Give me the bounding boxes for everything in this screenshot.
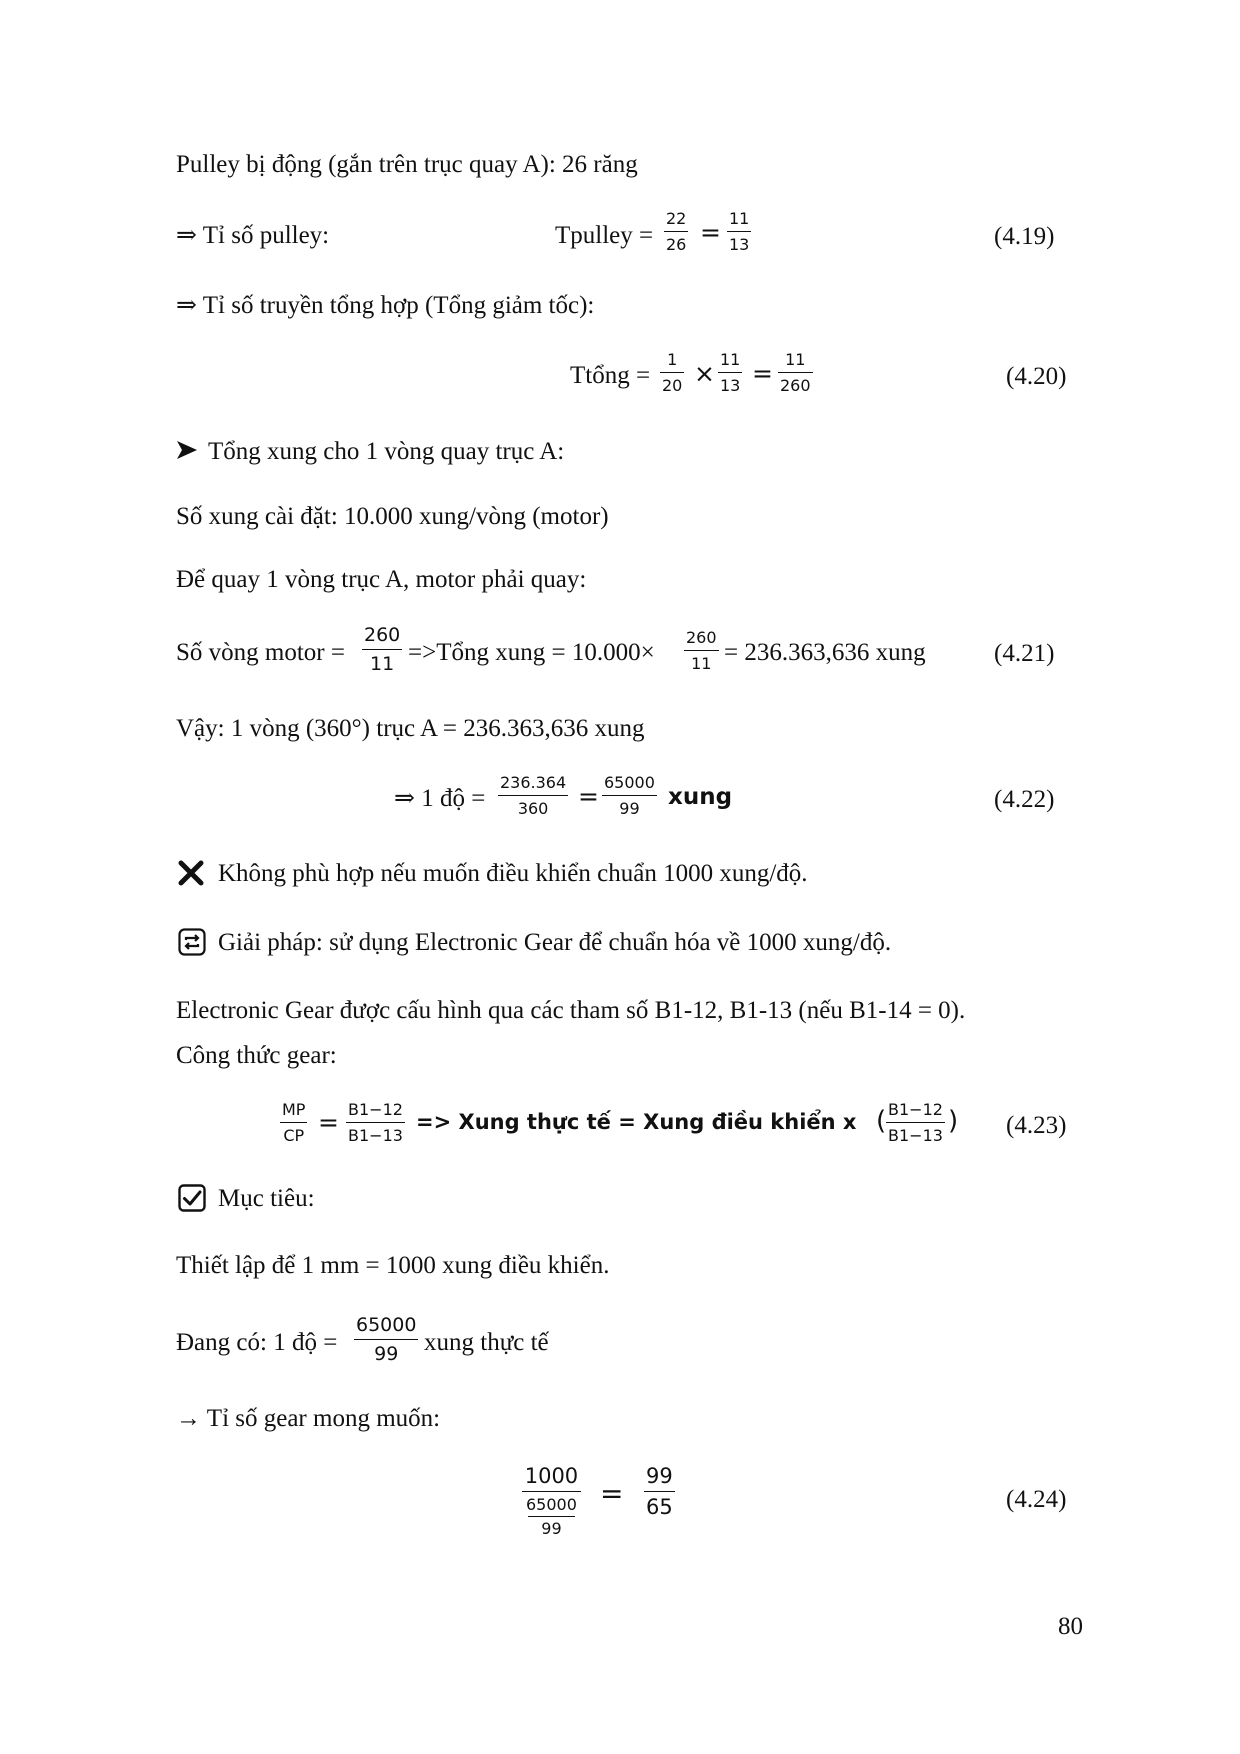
eq423-middle: => Xung thực tế = Xung điều khiển x: [416, 1110, 857, 1134]
cross-mark-icon: [178, 860, 204, 886]
eq421-lhs: Số vòng motor =: [176, 639, 345, 666]
eq-current-lhs: Đang có: 1 độ =: [176, 1329, 338, 1356]
eq424-r-den: 65: [646, 1495, 673, 1519]
eq424-equals: =: [600, 1477, 624, 1510]
eq422-equals: =: [578, 782, 599, 811]
eq423-f1-den: CP: [283, 1126, 305, 1145]
eq420-fraction-2: [718, 352, 742, 394]
eq423-equals: =: [318, 1108, 339, 1137]
eq419-number: (4.19): [994, 223, 1055, 250]
eq424-r-num: 99: [646, 1464, 673, 1488]
text-desired-ratio-label: → Tỉ số gear mong muốn:: [176, 1405, 441, 1432]
eq420-equals: =: [752, 359, 773, 388]
eq421-f1-den: 11: [370, 653, 395, 675]
eq421-middle: =>Tổng xung = 10.000×: [408, 639, 655, 666]
repeat-icon: [178, 928, 206, 956]
eq424-compound-fraction: [522, 1466, 581, 1537]
text-electronic-gear-config: Electronic Gear được cấu hình qua các tham số B1-12, B1-13 (nếu B1-14 = 0).: [176, 997, 966, 1024]
eq421-fraction-1: [362, 626, 402, 674]
eq424-number: (4.24): [1006, 1486, 1067, 1513]
eq423-fraction-2: [346, 1102, 405, 1144]
eq424-result-fraction: [644, 1466, 675, 1518]
text-total-ratio-label: ⇒ Tỉ số truyền tổng hợp (Tổng giảm tốc):: [176, 292, 595, 319]
eq423-fraction-3: [886, 1102, 945, 1144]
eq422-f2-num: 65000: [604, 773, 655, 792]
eq419-equals: =: [700, 218, 721, 247]
eq423-f3-num: B1−12: [888, 1100, 943, 1119]
eq422-unit: xung: [668, 784, 733, 810]
eq419-fraction-2: [727, 211, 751, 253]
page-number: 80: [1058, 1613, 1083, 1640]
eq423-fraction-1: [280, 1102, 307, 1144]
eq421-f1-num: 260: [364, 624, 401, 646]
eq420-lhs: Ttổng =: [570, 362, 651, 389]
eq419-f1-num: 22: [666, 209, 687, 228]
eq419-f2-num: 11: [729, 209, 750, 228]
eq423-f2-num: B1−12: [348, 1100, 403, 1119]
eq424-inner-num: 65000: [526, 1495, 577, 1514]
eq423-paren-open: (: [876, 1106, 887, 1136]
eq422-fraction-1: [498, 775, 568, 817]
eq420-fraction-3: [778, 352, 813, 394]
text-pulse-setting: Số xung cài đặt: 10.000 xung/vòng (motor): [176, 503, 609, 530]
eq421-f2-num: 260: [686, 628, 717, 647]
eq423-paren-close: ): [948, 1106, 959, 1136]
eq420-f2-num: 11: [720, 350, 741, 369]
eq423-number: (4.23): [1006, 1112, 1067, 1139]
eq422-lhs: ⇒ 1 độ =: [394, 785, 486, 812]
eq424-top: 1000: [524, 1464, 579, 1488]
text-pulley-driven: Pulley bị động (gắn trên trục quay A): 26 răng: [176, 151, 638, 178]
eq421-number: (4.21): [994, 640, 1055, 667]
eq421-fraction-2: [684, 630, 719, 672]
eq419-lhs: Tpulley =: [555, 222, 654, 249]
eq-current-rhs: xung thực tế: [424, 1329, 549, 1356]
eq423-f3-den: B1−13: [888, 1126, 943, 1145]
eq-current-den: 99: [374, 1343, 399, 1365]
checkbox-checked-icon: [178, 1184, 206, 1212]
text-setup-target: Thiết lập để 1 mm = 1000 xung điều khiển.: [176, 1252, 610, 1279]
text-one-rev-result: Vậy: 1 vòng (360°) trục A = 236.363,636 xung: [176, 715, 645, 742]
eq419-f1-den: 26: [666, 235, 687, 254]
eq422-fraction-2: [602, 775, 657, 817]
eq420-number: (4.20): [1006, 363, 1067, 390]
text-goal: Mục tiêu:: [218, 1185, 315, 1212]
eq-current-fraction: [354, 1316, 418, 1364]
eq-current-num: 65000: [356, 1314, 417, 1336]
eq420-f1-num: 1: [667, 350, 678, 369]
eq422-f1-den: 360: [517, 799, 549, 818]
text-motor-must-rotate: Để quay 1 vòng trục A, motor phải quay:: [176, 566, 587, 593]
eq420-f2-den: 13: [720, 376, 741, 395]
eq424-inner-fraction: [522, 1497, 581, 1537]
text-pulses-per-rev-heading: Tổng xung cho 1 vòng quay trục A:: [208, 438, 565, 465]
eq423-f1-num: MP: [282, 1100, 306, 1119]
eq419-f2-den: 13: [729, 235, 750, 254]
arrowhead-bullet-icon: [176, 439, 198, 461]
eq420-times: ×: [694, 359, 715, 388]
eq420-f3-den: 260: [780, 376, 811, 395]
text-not-suitable: Không phù hợp nếu muốn điều khiển chuẩn 1000 xung/độ.: [218, 860, 808, 887]
text-gear-formula-label: Công thức gear:: [176, 1042, 337, 1069]
eq423-f2-den: B1−13: [348, 1126, 403, 1145]
text-pulley-ratio-label: ⇒ Tỉ số pulley:: [176, 222, 330, 249]
eq424-inner-den: 99: [541, 1519, 562, 1538]
eq422-f2-den: 99: [619, 799, 640, 818]
eq420-f1-den: 20: [662, 376, 683, 395]
eq422-f1-num: 236.364: [500, 773, 567, 792]
eq421-f2-den: 11: [691, 654, 712, 673]
eq419-fraction-1: [664, 211, 688, 253]
eq420-fraction-1: [660, 352, 684, 394]
eq421-rhs: = 236.363,636 xung: [724, 639, 926, 666]
eq420-f3-num: 11: [785, 350, 806, 369]
eq422-number: (4.22): [994, 786, 1055, 813]
text-solution: Giải pháp: sử dụng Electronic Gear để chuẩn hóa về 1000 xung/độ.: [218, 929, 892, 956]
